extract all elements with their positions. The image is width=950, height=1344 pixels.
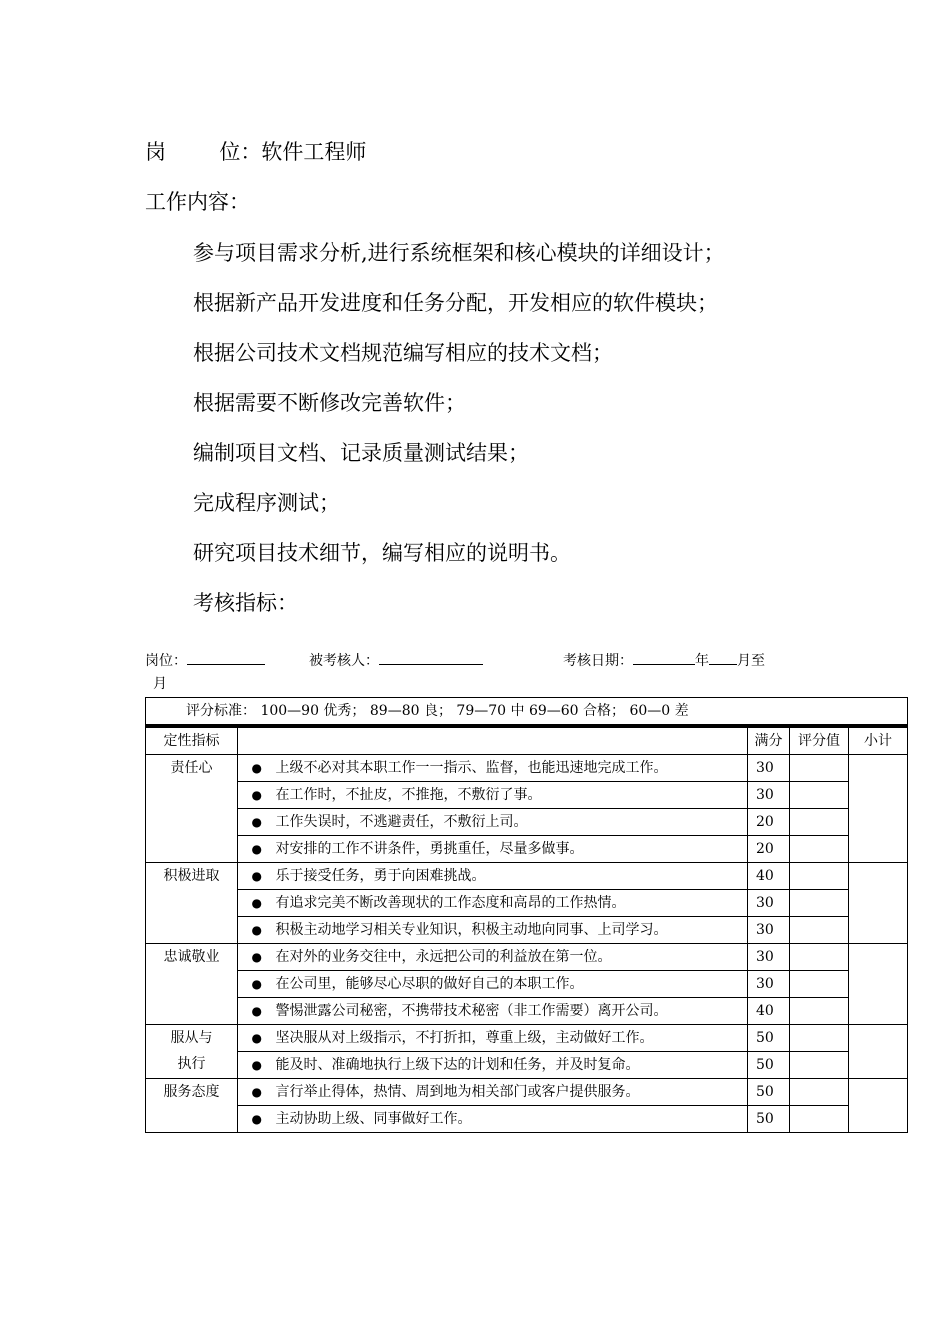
criterion-text: 坚决服从对上级指示，不打折扣，尊重上级，主动做好工作。 [276,1025,748,1052]
bullet-icon: ● [238,1079,276,1106]
category-cell: 积极进取 [146,863,238,944]
full-score: 50 [748,1025,790,1052]
duty-item: 参与项目需求分析,进行系统框架和核心模块的详细设计； [193,241,725,265]
bullet-icon: ● [238,917,276,944]
table-row [146,755,908,782]
bullet-icon: ● [238,755,276,782]
criterion-text: 有追求完美不断改善现状的工作态度和高昂的工作热情。 [276,890,748,917]
full-score: 30 [748,755,790,782]
bullet-icon: ● [238,998,276,1025]
subtotal-cell[interactable] [849,1079,908,1133]
assessee-field-label: 被考核人： [309,653,379,669]
table-row [146,809,908,836]
table-row [146,944,908,971]
rating-cell[interactable] [790,1052,849,1079]
rating-cell[interactable] [790,890,849,917]
duty-item: 编制项目文档、记录质量测试结果； [193,441,529,465]
full-score: 20 [748,836,790,863]
table-row [146,1025,908,1052]
rating-cell[interactable] [790,917,849,944]
criterion-text: 积极主动地学习相关专业知识，积极主动地向同事、上司学习。 [276,917,748,944]
month-blank[interactable] [709,648,737,665]
header-rating: 评分值 [790,726,849,755]
full-score: 50 [748,1106,790,1133]
category-cell: 忠诚敬业 [146,944,238,1025]
table-row [146,1052,908,1079]
full-score: 30 [748,917,790,944]
table-row [146,917,908,944]
bullet-icon: ● [238,863,276,890]
duty-item: 完成程序测试； [193,491,340,515]
table-row [146,1106,908,1133]
post-line [145,130,725,174]
criterion-text: 在公司里，能够尽心尽职的做好自己的本职工作。 [276,971,748,998]
table-row [146,998,908,1025]
rating-cell[interactable] [790,1079,849,1106]
post-field-label: 岗位： [145,653,187,669]
category-cell: 服务态度 [146,1079,238,1133]
duty-list [193,228,725,628]
full-score: 30 [748,944,790,971]
bullet-icon: ● [238,836,276,863]
bullet-icon: ● [238,809,276,836]
rating-cell[interactable] [790,971,849,998]
month-label: 月 [153,676,167,692]
post-blank[interactable] [187,648,265,665]
bullet-icon: ● [238,1025,276,1052]
year-label: 年 [695,653,709,669]
table-row [146,971,908,998]
full-score: 30 [748,782,790,809]
rating-cell[interactable] [790,809,849,836]
form-meta-row-2 [145,672,907,696]
bullet-icon: ● [238,1106,276,1133]
table-header-row [146,726,908,755]
table-row [146,782,908,809]
header-blank [238,726,748,755]
year-blank[interactable] [633,648,695,665]
full-score: 30 [748,971,790,998]
rating-cell[interactable] [790,1025,849,1052]
full-score: 20 [748,809,790,836]
assessment-table [145,697,908,1133]
rating-cell[interactable] [790,863,849,890]
rating-cell[interactable] [790,944,849,971]
assessee-blank[interactable] [379,648,483,665]
category-cell: 责任心 [146,755,238,863]
subtotal-cell[interactable] [849,1025,908,1079]
category-cell: 服从与执行 [146,1025,238,1079]
criterion-text: 主动协助上级、同事做好工作。 [276,1106,748,1133]
table-row [146,890,908,917]
criterion-text: 对安排的工作不讲条件，勇挑重任，尽量多做事。 [276,836,748,863]
criterion-text: 工作失误时，不逃避责任，不敷衍上司。 [276,809,748,836]
bullet-icon: ● [238,782,276,809]
full-score: 50 [748,1079,790,1106]
full-score: 50 [748,1052,790,1079]
scoring-standard: 评分标准： 100—90 优秀； 89—80 良； 79—70 中 69—60 合格； 60—0 差 [146,698,908,727]
date-field-label: 考核日期： [563,653,633,669]
criterion-text: 警惕泄露公司秘密，不携带技术秘密（非工作需要）离开公司。 [276,998,748,1025]
full-score: 30 [748,890,790,917]
subtotal-cell[interactable] [849,863,908,944]
duty-item: 根据新产品开发进度和任务分配，开发相应的软件模块； [193,291,718,315]
rating-cell[interactable] [790,1106,849,1133]
form-meta [145,648,907,696]
header-full-score: 满分 [748,726,790,755]
criterion-text: 在工作时，不扯皮，不推拖，不敷衍了事。 [276,782,748,809]
form-meta-row [145,648,907,672]
rating-cell[interactable] [790,782,849,809]
post-value: 软件工程师 [261,140,367,164]
full-score: 40 [748,863,790,890]
kpi-label: 考核指标： [193,591,298,615]
criterion-text: 言行举止得体，热情、周到地为相关部门或客户提供服务。 [276,1079,748,1106]
bullet-icon: ● [238,971,276,998]
duty-item: 根据需要不断修改完善软件； [193,391,466,415]
rating-cell[interactable] [790,998,849,1025]
rating-cell[interactable] [790,755,849,782]
work-content-label: 工作内容： [145,190,250,214]
rating-cell[interactable] [790,836,849,863]
criterion-text: 能及时、准确地执行上级下达的计划和任务，并及时复命。 [276,1052,748,1079]
criterion-text: 在对外的业务交往中，永远把公司的利益放在第一位。 [276,944,748,971]
bullet-icon: ● [238,890,276,917]
header-subtotal: 小计 [849,726,908,755]
bullet-icon: ● [238,944,276,971]
bullet-icon: ● [238,1052,276,1079]
table-row [146,863,908,890]
duty-item: 研究项目技术细节，编写相应的说明书。 [193,541,571,565]
job-description [145,130,725,628]
criterion-text: 乐于接受任务，勇于向困难挑战。 [276,863,748,890]
month-to-label: 月至 [737,653,765,669]
subtotal-cell[interactable] [849,755,908,863]
table-row [146,1079,908,1106]
header-category: 定性指标 [146,726,238,755]
full-score: 40 [748,998,790,1025]
post-label: 岗 位： [145,140,262,164]
subtotal-cell[interactable] [849,944,908,1025]
duty-item: 根据公司技术文档规范编写相应的技术文档； [193,341,613,365]
table-row [146,836,908,863]
criterion-text: 上级不必对其本职工作一一指示、监督，也能迅速地完成工作。 [276,755,748,782]
